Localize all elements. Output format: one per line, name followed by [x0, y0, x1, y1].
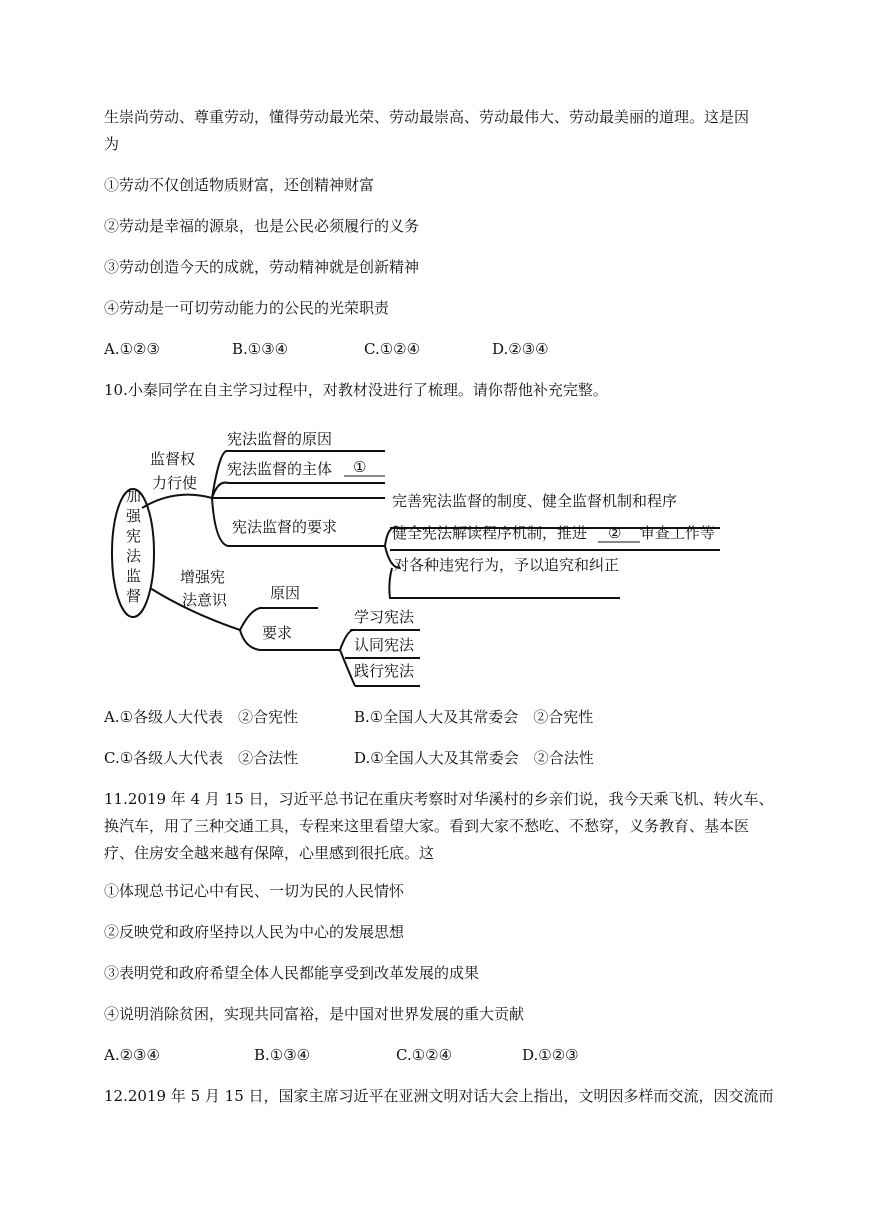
req-2-pre: 健全宪法解读程序机制，推进 [392, 524, 588, 542]
q9-option-d: D.②③④ [492, 340, 549, 358]
q9-stem-line1: 生崇尚劳动、尊重劳动，懂得劳动最光荣、劳动最崇高、劳动最伟大、劳动最美丽的道理。这是因 [104, 108, 750, 126]
node-b2-reason: 原因 [270, 584, 301, 602]
constitution-supervision-mindmap [100, 418, 740, 696]
root-char-6: 督 [126, 587, 142, 605]
node-learn: 学习宪法 [354, 608, 415, 626]
q9-item-1: ①劳动不仅创适物质财富，还创精神财富 [104, 176, 375, 194]
q11-option-d: D.①②③ [522, 1046, 579, 1064]
q11-stem-line1: 11.2019 年 4 月 15 日，习近平总书记在重庆考察时对华溪村的乡亲们说，我今天乘飞机、转火车、 [104, 790, 774, 808]
blank-1: ① [353, 458, 367, 476]
req-2-post: 审查工作等 [640, 524, 716, 542]
q9-option-b: B.①③④ [232, 340, 289, 358]
root-char-3: 宪 [126, 527, 142, 545]
root-char-4: 法 [126, 547, 142, 565]
q12-stem-line1: 12.2019 年 5 月 15 日，国家主席习近平在亚洲文明对话大会上指出，文明因多样而交流，因交流而 [104, 1087, 774, 1105]
q10-option-d: D.①全国人大及其常委会 ②合法性 [354, 749, 594, 767]
branch1-label-2: 力行使 [152, 474, 198, 492]
q11-item-1: ①体现总书记心中有民、一切为民的人民情怀 [104, 882, 405, 900]
q11-option-c: C.①②④ [396, 1046, 453, 1064]
branch1-label-1: 监督权 [150, 450, 196, 468]
q9-option-c: C.①②④ [364, 340, 421, 358]
node-b2-req: 要求 [262, 624, 293, 642]
q10-option-c: C.①各级人大代表 ②合法性 [104, 749, 299, 767]
q11-item-2: ②反映党和政府坚持以人民为中心的发展思想 [104, 923, 405, 941]
q11-stem-line3: 疗、住房安全越来越有保障，心里感到很托底。这 [104, 844, 435, 862]
branch2-label-2: 法意识 [182, 591, 228, 609]
blank-2: ② [608, 524, 622, 542]
q9-item-4: ④劳动是一可切劳动能力的公民的光荣职责 [104, 299, 390, 317]
req-3: 对各种违宪行为，予以追究和纠正 [394, 556, 620, 574]
q9-item-2: ②劳动是幸福的源泉，也是公民必须履行的义务 [104, 217, 420, 235]
q10-option-a: A.①各级人大代表 ②合宪性 [104, 708, 299, 726]
node-practice: 践行宪法 [354, 662, 415, 680]
req-1: 完善宪法监督的制度、健全监督机制和程序 [392, 492, 678, 510]
root-char-1: 加 [126, 487, 142, 505]
branch1-curve [142, 495, 212, 508]
q11-stem-line2: 换汽车，用了三种交通工具，专程来这里看望大家。看到大家不愁吃、不愁穿，义务教育、基本医 [104, 817, 750, 835]
q9-option-a: A.①②③ [104, 340, 160, 358]
root-char-5: 监 [126, 567, 142, 585]
node-subject: 宪法监督的主体 [227, 460, 333, 478]
q11-option-a: A.②③④ [104, 1046, 160, 1064]
q11-item-4: ④说明消除贫困，实现共同富裕，是中国对世界发展的重大贡献 [104, 1005, 525, 1023]
branch2-label-1: 增强宪 [180, 568, 226, 586]
q9-stem-line2: 为 [104, 135, 120, 153]
q10-option-b: B.①全国人大及其常委会 ②合宪性 [354, 708, 594, 726]
node-requirements: 宪法监督的要求 [232, 518, 338, 536]
root-char-2: 强 [126, 507, 142, 525]
node-agree: 认同宪法 [354, 636, 415, 654]
node-reason: 宪法监督的原因 [227, 430, 333, 448]
q9-item-3: ③劳动创造今天的成就，劳动精神就是创新精神 [104, 258, 420, 276]
q11-option-b: B.①③④ [254, 1046, 311, 1064]
q11-item-3: ③表明党和政府希望全体人民都能享受到改革发展的成果 [104, 964, 480, 982]
q10-stem: 10.小秦同学在自主学习过程中，对教材没进行了梳理。请你帮他补充完整。 [104, 381, 608, 399]
